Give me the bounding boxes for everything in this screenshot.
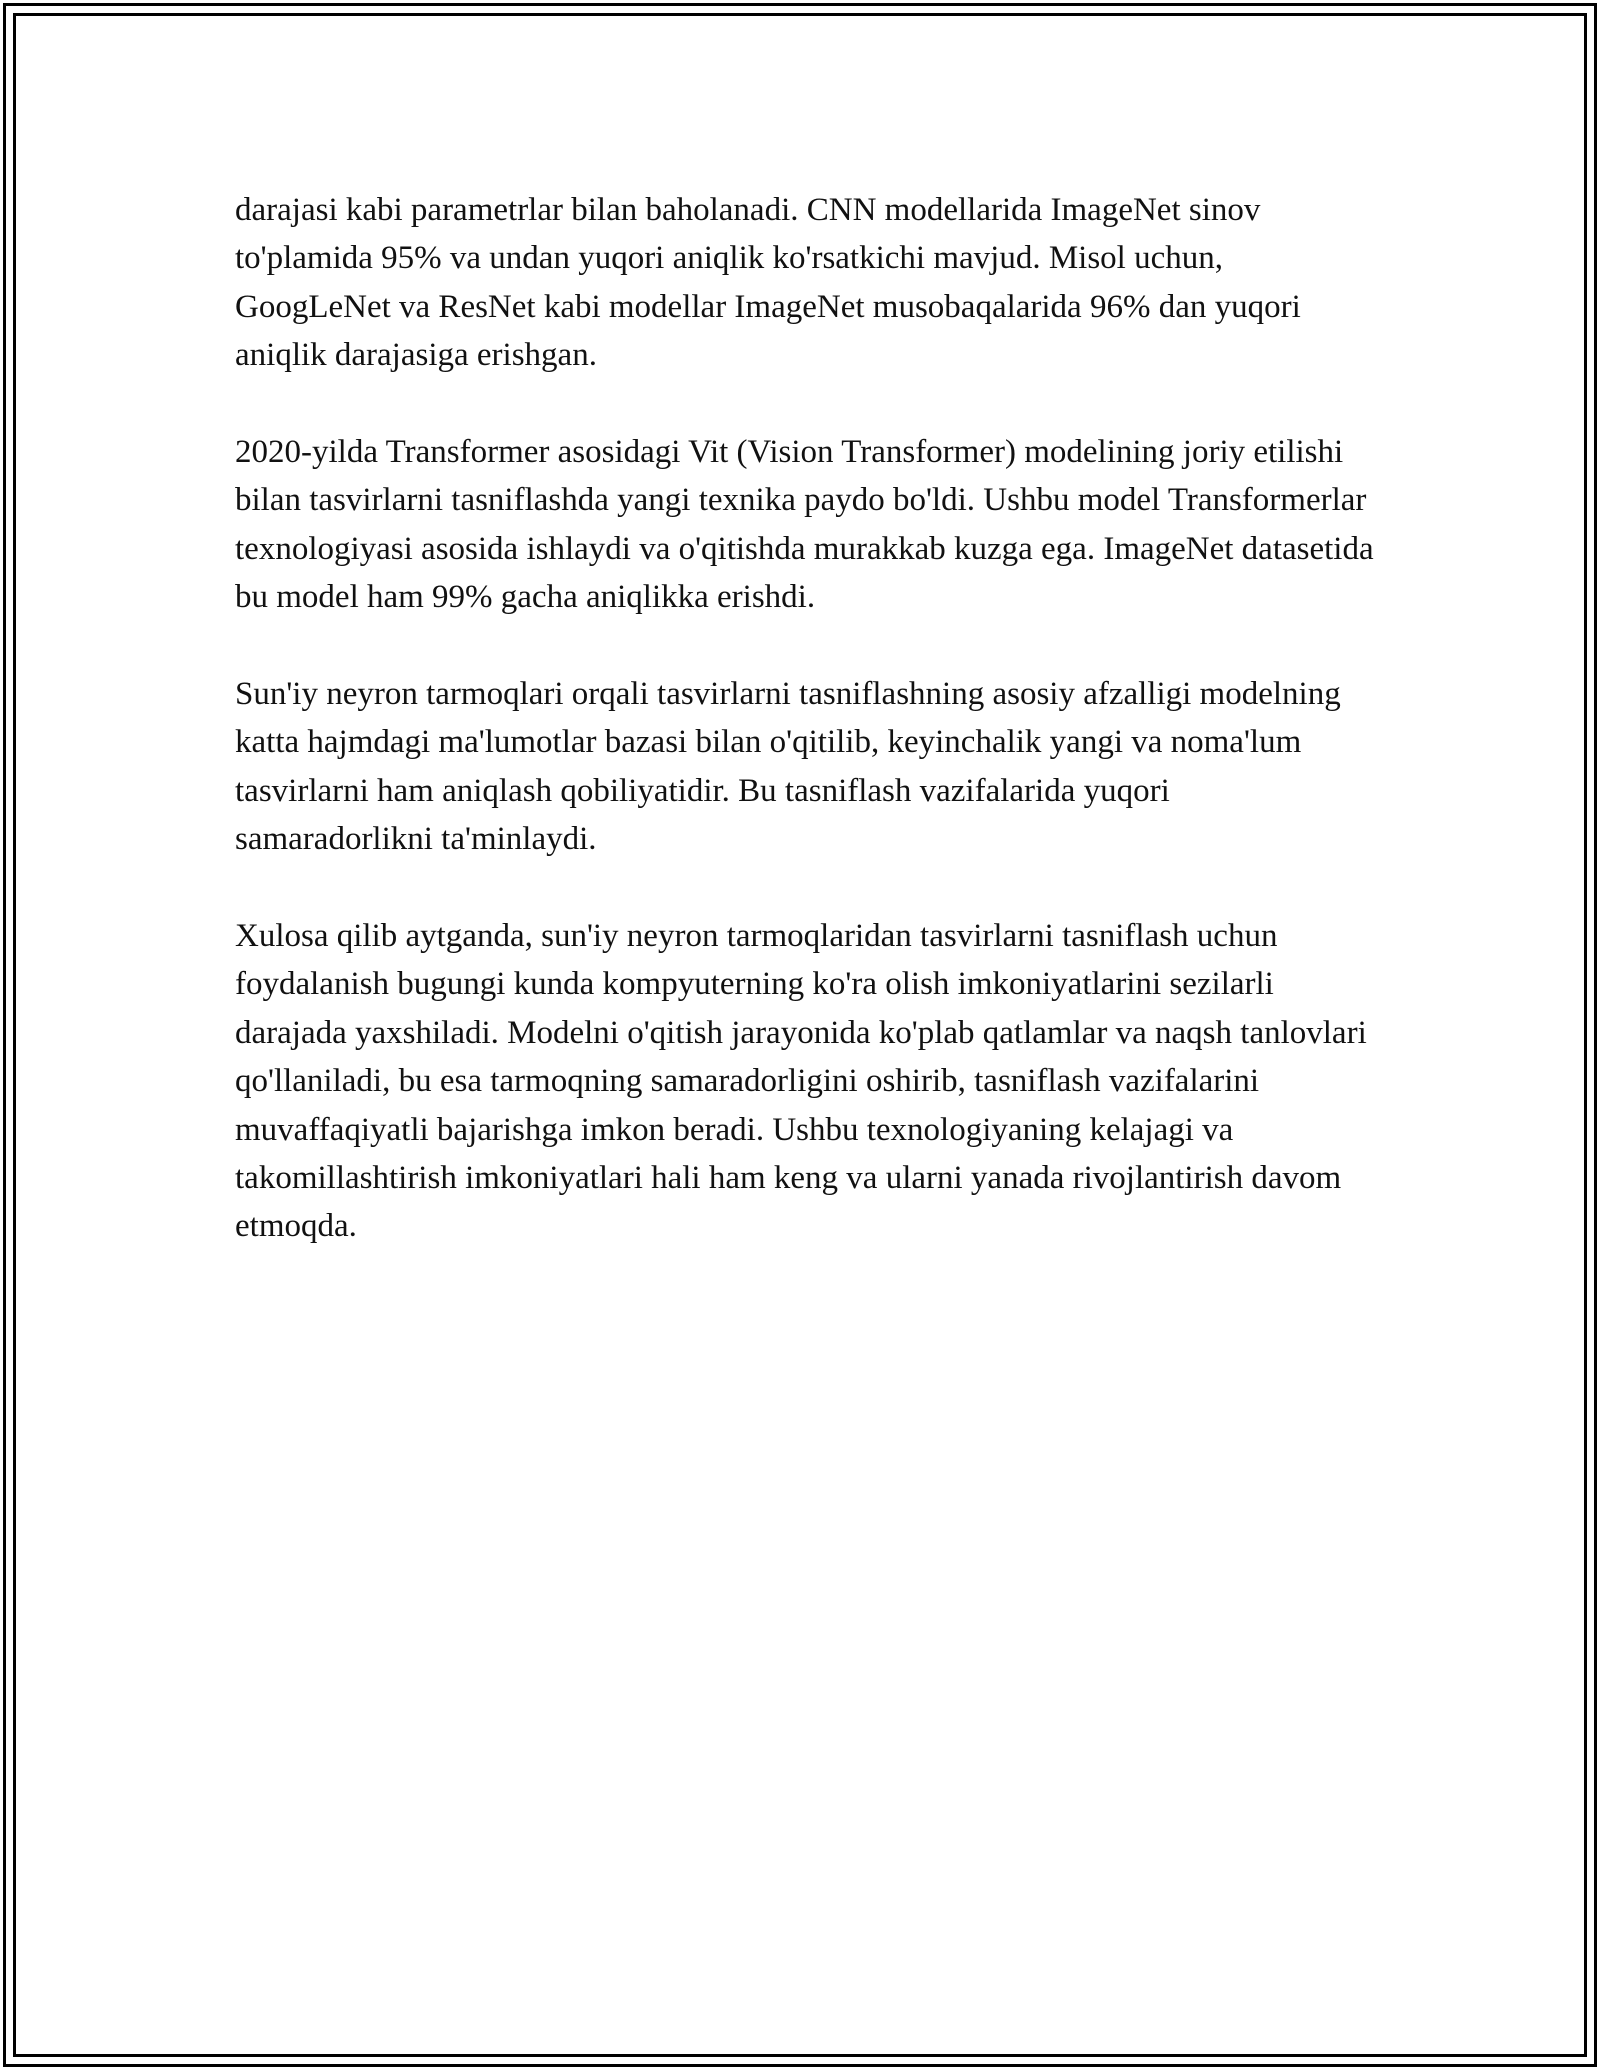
paragraph-conclusion: Xulosa qilib aytganda, sun'iy neyron tarmoqlaridan tasvirlarni tasniflash uchun foydalanish bugungi kunda kompyuterning ko'ra olish imkoniyatlarini sezilarli darajada yaxshiladi. Modelni o'qitish jarayonida ko'plab qatlamlar va naqsh tanlovlari qo'llaniladi, bu esa tarmoqning samaradorligini oshirib, tasniflash vazifalarini muvaffaqiyatli bajarishga imkon beradi. Ushbu texnologiyaning kelajagi va takomillashtirish imkoniyatlari hali ham keng va ularni yanada rivojlantirish davom etmoqda. [235,918,1367,1245]
paragraph-cnn-accuracy: darajasi kabi parametrlar bilan baholanadi. CNN modellarida ImageNet sinov to'plamida 95% va undan yuqori aniqlik ko'rsatkichi mavjud. Misol uchun, GoogLeNet va ResNet kabi modellar ImageNet musobaqalarida 96% dan yuqori aniqlik darajasiga erishgan. [235,192,1301,374]
paragraph-vision-transformer: 2020-yilda Transformer asosidagi Vit (Vision Transformer) modelining joriy etilishi bilan tasvirlarni tasniflashda yangi texnika paydo bo'ldi. Ushbu model Transformerlar texnologiyasi asosida ishlaydi va o'qitishda murakkab kuzga ega. ImageNet datasetida bu model ham 99% gacha aniqlikka erishdi. [235,434,1374,616]
paragraph-neural-network-advantage: Sun'iy neyron tarmoqlari orqali tasvirlarni tasniflashning asosiy afzalligi modelning katta hajmdagi ma'lumotlar bazasi bilan o'qitilib, keyinchalik yangi va noma'lum tasvirlarni ham aniqlash qobiliyatidir. Bu tasniflash vazifalarida yuqori samaradorlikni ta'minlaydi. [235,676,1341,858]
document-body [235,186,1375,1299]
